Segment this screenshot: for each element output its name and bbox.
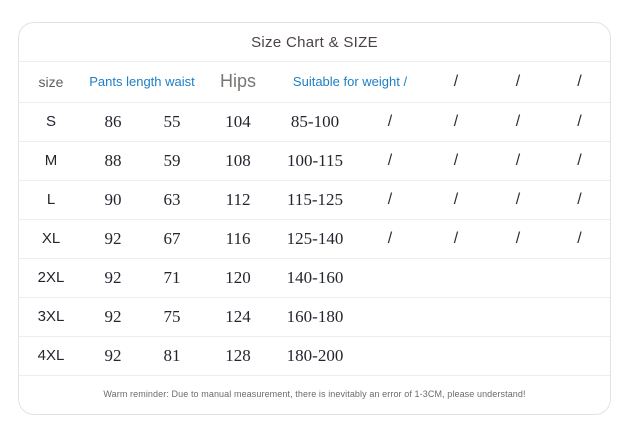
empty-cell	[549, 258, 610, 297]
placeholder-cell: /	[355, 219, 425, 258]
placeholder-cell: /	[549, 102, 610, 141]
col-header-placeholder-2: /	[487, 62, 549, 102]
hips-value: 104	[201, 102, 275, 141]
col-header-hips: Hips	[201, 62, 275, 102]
col-header-size: size	[19, 62, 83, 102]
size-row-s	[19, 102, 610, 141]
size-row-m	[19, 141, 610, 180]
placeholder-cell: /	[425, 102, 487, 141]
weight-range-value: 100-115	[275, 141, 355, 180]
pants-length-value: 90	[83, 180, 143, 219]
size-row-xl	[19, 219, 610, 258]
placeholder-cell: /	[425, 141, 487, 180]
pants-length-value: 88	[83, 141, 143, 180]
size-row-2xl	[19, 258, 610, 297]
hips-value: 124	[201, 297, 275, 336]
empty-cell	[355, 336, 425, 375]
size-chart-card	[18, 22, 611, 415]
weight-range-value: 115-125	[275, 180, 355, 219]
placeholder-cell: /	[549, 180, 610, 219]
measurement-reminder-note: Warm reminder: Due to manual measurement, there is inevitably an error of 1-3CM, please understand!	[103, 389, 526, 399]
empty-cell	[549, 336, 610, 375]
hips-value: 116	[201, 219, 275, 258]
hips-value: 108	[201, 141, 275, 180]
hips-value: 112	[201, 180, 275, 219]
size-label: L	[19, 180, 83, 219]
empty-cell	[355, 258, 425, 297]
weight-range-value: 85-100	[275, 102, 355, 141]
pants-length-value: 92	[83, 258, 143, 297]
size-chart-title: Size Chart & SIZE	[19, 23, 610, 62]
weight-range-value: 125-140	[275, 219, 355, 258]
empty-cell	[487, 297, 549, 336]
size-label: 3XL	[19, 297, 83, 336]
placeholder-cell: /	[487, 141, 549, 180]
placeholder-cell: /	[355, 180, 425, 219]
col-header-suitable-weight: Suitable for weight /	[275, 62, 425, 102]
empty-cell	[425, 297, 487, 336]
waist-value: 59	[143, 141, 201, 180]
weight-range-value: 180-200	[275, 336, 355, 375]
empty-cell	[487, 258, 549, 297]
hips-value: 128	[201, 336, 275, 375]
waist-value: 55	[143, 102, 201, 141]
size-row-l	[19, 180, 610, 219]
pants-length-value: 92	[83, 219, 143, 258]
size-chart-table	[19, 62, 610, 376]
col-header-placeholder-3: /	[549, 62, 610, 102]
size-label: S	[19, 102, 83, 141]
pants-length-value: 92	[83, 297, 143, 336]
empty-cell	[487, 336, 549, 375]
size-label: 2XL	[19, 258, 83, 297]
empty-cell	[355, 297, 425, 336]
hips-value: 120	[201, 258, 275, 297]
size-row-3xl	[19, 297, 610, 336]
waist-value: 71	[143, 258, 201, 297]
col-header-pants-length-waist: Pants length waist	[83, 62, 201, 102]
waist-value: 81	[143, 336, 201, 375]
placeholder-cell: /	[425, 219, 487, 258]
col-header-placeholder-1: /	[425, 62, 487, 102]
placeholder-cell: /	[425, 180, 487, 219]
empty-cell	[425, 336, 487, 375]
size-label: 4XL	[19, 336, 83, 375]
size-row-4xl	[19, 336, 610, 375]
empty-cell	[549, 297, 610, 336]
placeholder-cell: /	[355, 102, 425, 141]
size-label: XL	[19, 219, 83, 258]
placeholder-cell: /	[549, 141, 610, 180]
placeholder-cell: /	[355, 141, 425, 180]
placeholder-cell: /	[487, 219, 549, 258]
header-row	[19, 62, 610, 102]
waist-value: 63	[143, 180, 201, 219]
placeholder-cell: /	[487, 102, 549, 141]
waist-value: 75	[143, 297, 201, 336]
placeholder-cell: /	[549, 219, 610, 258]
empty-cell	[425, 258, 487, 297]
weight-range-value: 160-180	[275, 297, 355, 336]
waist-value: 67	[143, 219, 201, 258]
pants-length-value: 86	[83, 102, 143, 141]
pants-length-value: 92	[83, 336, 143, 375]
weight-range-value: 140-160	[275, 258, 355, 297]
size-label: M	[19, 141, 83, 180]
placeholder-cell: /	[487, 180, 549, 219]
